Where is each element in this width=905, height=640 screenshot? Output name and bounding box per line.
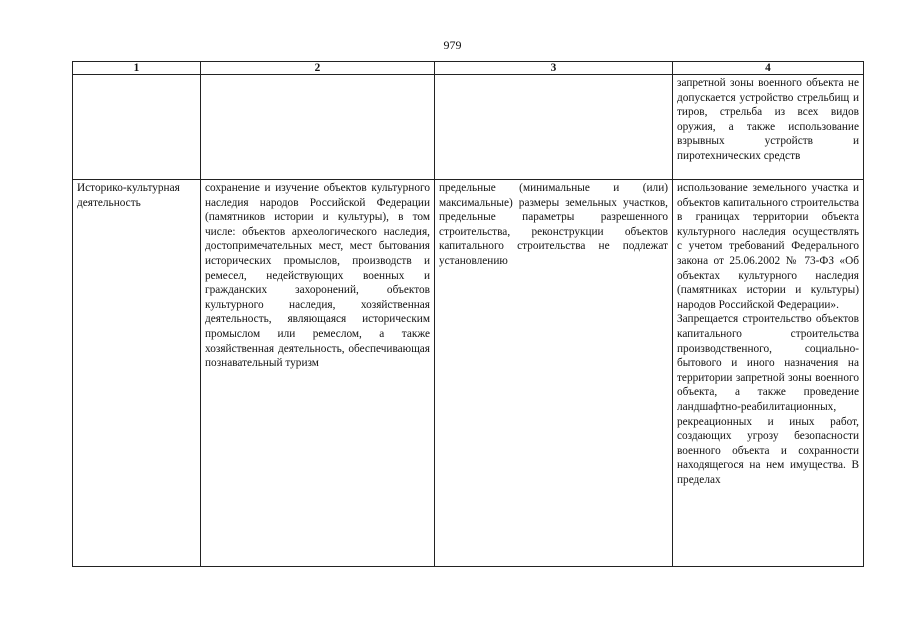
cell-restrictions-continued: запретной зоны военного объекта не допускается устройство стрельбищ и тиров, стрельба из всех видов оружия, а также использование взрывных устройств и пиротехнических средств [673,75,864,180]
header-row [73,62,864,75]
cell-empty [435,75,673,180]
cell-restrictions [673,180,864,567]
header-col-1: 1 [73,62,201,75]
header-col-3: 3 [435,62,673,75]
header-col-4: 4 [673,62,864,75]
table-row [73,75,864,180]
page-number: 979 [443,38,462,52]
zoning-table [72,61,864,567]
cell-empty [73,75,201,180]
cell-activity-type: Историко-культурная деятельность [73,180,201,567]
restrictions-paragraph-1: использование земельного участка и объектов капитального строительства в границах территории объекта культурного наследия осуществлять с учетом требований Федерального закона от 25.06.2002 № 73-ФЗ «Об объектах культурного наследия (памятниках истории и культуры) народов Российской Федерации». [677,182,859,311]
restrictions-paragraph-2: Запрещается строительство объектов капитального строительства производственного, социально-бытового и иного назначения на территории запретной зоны военного объекта, а также проведение ландшафтно-реабилитационных, рекреационных и иных работ, создающих угрозу безопасности военного объекта и сохранности находящегося на нем имущества. В пределах [677,313,859,486]
table-row [73,180,864,567]
cell-empty [201,75,435,180]
cell-parameters: предельные (минимальные и (или) максимальные) размеры земельных участков, предельные параметры разрешенного строительства, реконструкции объектов капитального строительства не подлежат установлению [435,180,673,567]
cell-permitted-use-description: сохранение и изучение объектов культурного наследия народов Российской Федерации (памятников истории и культуры), в том числе: объектов археологического наследия, достопримечательных мест, мест бытования исторических промыслов, производств и ремесел, недействующих военных и гражданских захоронений, объектов культурного наследия, хозяйственная деятельность, являющаяся историческим промыслом или ремеслом, а также хозяйственная деятельность, обеспечивающая познавательный туризм [201,180,435,567]
header-col-2: 2 [201,62,435,75]
